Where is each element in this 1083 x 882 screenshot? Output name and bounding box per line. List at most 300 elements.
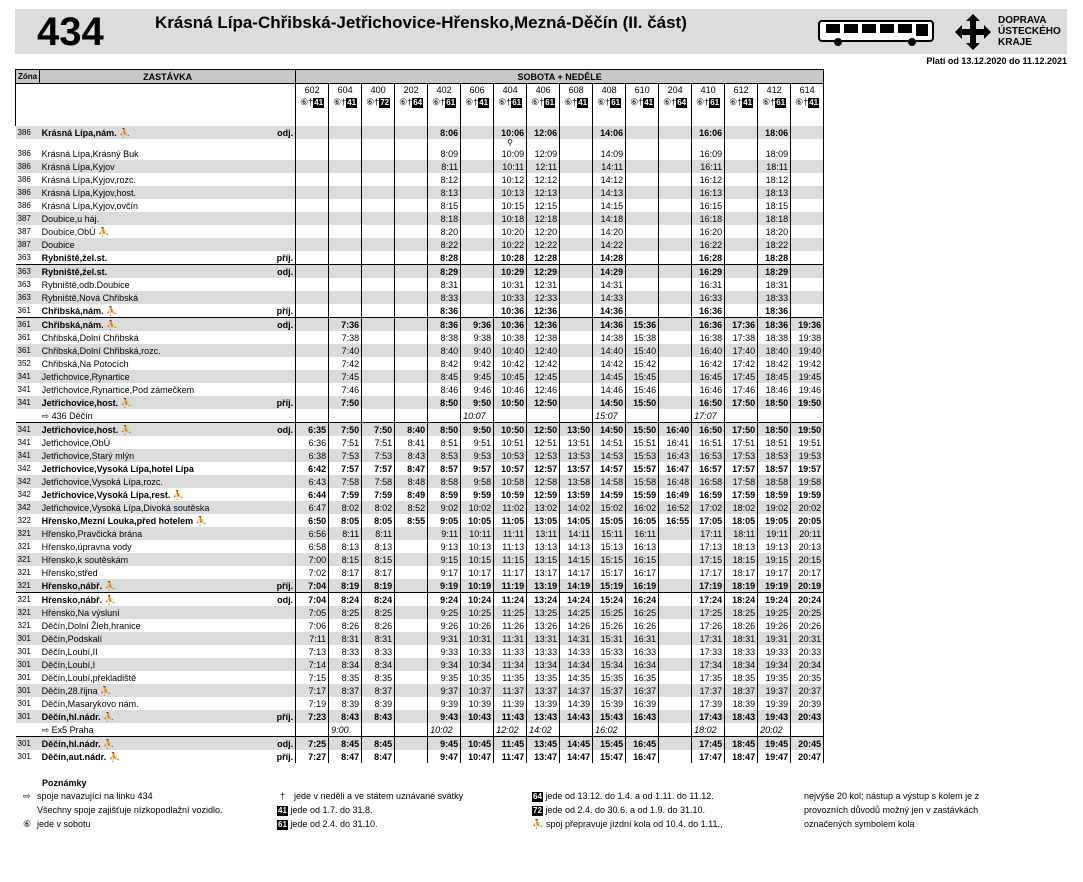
- time-cell: 18:20: [758, 225, 791, 238]
- time-cell: 11:11: [494, 527, 527, 540]
- time-cell: [461, 723, 494, 737]
- time-cell: 8:24: [362, 593, 395, 607]
- time-cell: 17:31: [692, 632, 725, 645]
- arr-dep-marker: příj.: [276, 751, 294, 762]
- time-cell: [395, 540, 428, 553]
- time-cell: 15:59: [626, 488, 659, 501]
- time-cell: [329, 147, 362, 160]
- time-cell: [659, 291, 692, 304]
- time-cell: [362, 186, 395, 199]
- stop-name: Doubice,ObÚ ⛹: [41, 226, 110, 237]
- stop-row: [16, 331, 824, 344]
- time-cell: [395, 658, 428, 671]
- time-cell: 8:34: [329, 658, 362, 671]
- stop-row: [16, 304, 824, 318]
- time-cell: 16:59: [692, 488, 725, 501]
- stop-name: Jetřichovice,Vysoká Lípa,rest. ⛹: [41, 489, 185, 500]
- arr-dep-marker: [268, 238, 296, 251]
- time-cell: 7:04: [296, 579, 329, 593]
- time-cell: [395, 238, 428, 251]
- time-cell: [626, 160, 659, 173]
- time-cell: 11:25: [494, 606, 527, 619]
- time-cell: 6:43: [296, 475, 329, 488]
- time-cell: 15:26: [593, 619, 626, 632]
- time-cell: 8:52: [395, 501, 428, 514]
- time-cell: 8:42: [428, 357, 461, 370]
- time-cell: [560, 160, 593, 173]
- time-cell: 8:31: [329, 632, 362, 645]
- time-cell: 15:25: [593, 606, 626, 619]
- stop-row: [16, 423, 824, 437]
- time-cell: 20:34: [791, 658, 824, 671]
- header-bar: [15, 9, 1067, 54]
- time-cell: [659, 566, 692, 579]
- stop-row: [16, 750, 824, 763]
- time-cell: 18:02: [725, 501, 758, 514]
- time-cell: [461, 173, 494, 186]
- time-cell: 14:25: [560, 606, 593, 619]
- zone-cell: 342: [17, 489, 31, 499]
- time-cell: 8:33: [428, 291, 461, 304]
- time-cell: 18:37: [725, 684, 758, 697]
- time-cell: 8:05: [329, 514, 362, 527]
- time-cell: 19:46: [791, 383, 824, 396]
- time-cell: [560, 147, 593, 160]
- time-cell: 10:50: [494, 423, 527, 437]
- time-cell: [362, 160, 395, 173]
- time-cell: [362, 370, 395, 383]
- note-low-floor: Všechny spoje zajišťuje nízkopodlažní vozidlo.: [37, 805, 223, 815]
- time-cell: [626, 291, 659, 304]
- time-cell: [362, 331, 395, 344]
- zone-cell: 387: [17, 226, 31, 236]
- time-cell: 13:19: [527, 579, 560, 593]
- time-cell: 14:09: [593, 147, 626, 160]
- time-cell: [329, 212, 362, 225]
- time-cell: [461, 212, 494, 225]
- time-cell: [626, 238, 659, 251]
- stop-name: Děčín,28.října ⛹: [40, 684, 268, 697]
- time-cell: [296, 278, 329, 291]
- zone-cell: 301: [17, 672, 31, 682]
- time-cell: 16:02: [626, 501, 659, 514]
- time-cell: 7:59: [329, 488, 362, 501]
- time-cell: 7:25: [296, 737, 329, 751]
- time-cell: 10:22: [494, 238, 527, 251]
- time-cell: [560, 291, 593, 304]
- time-cell: 15:07: [593, 409, 626, 423]
- time-cell: [395, 697, 428, 710]
- time-cell: 10:17: [461, 566, 494, 579]
- time-cell: 16:26: [626, 619, 659, 632]
- stop-row: [16, 514, 824, 527]
- time-cell: [791, 409, 824, 423]
- time-cell: 14:50: [593, 423, 626, 437]
- time-cell: 18:36: [758, 318, 791, 332]
- time-cell: 16:55: [659, 514, 692, 527]
- time-cell: 16:45: [692, 370, 725, 383]
- note-bike: ⛹ spoj přepravuje jízdní kola od 10.4. do 1.11.,: [532, 819, 723, 829]
- connection-row: [16, 723, 824, 737]
- time-cell: 10:28: [494, 251, 527, 265]
- time-cell: 16:58: [692, 475, 725, 488]
- time-cell: 18:50: [758, 396, 791, 409]
- time-cell: [329, 409, 362, 423]
- time-cell: 7:40: [329, 344, 362, 357]
- time-cell: 8:29: [428, 265, 461, 279]
- time-cell: [395, 126, 428, 139]
- time-cell: 19:24: [758, 593, 791, 607]
- time-cell: 15:50: [626, 396, 659, 409]
- trip-header: 602 ⑥†41: [296, 84, 329, 127]
- stop-row: [16, 527, 824, 540]
- time-cell: 10:31: [494, 278, 527, 291]
- time-cell: 20:24: [791, 593, 824, 607]
- time-cell: 8:49: [395, 488, 428, 501]
- time-cell: [362, 173, 395, 186]
- time-cell: 19:45: [758, 737, 791, 751]
- stop-row: [16, 553, 824, 566]
- time-cell: [659, 126, 692, 139]
- trip-header: 406 ⑥†61: [527, 84, 560, 127]
- time-cell: [725, 291, 758, 304]
- arr-dep-marker: [268, 723, 296, 737]
- time-cell: 16:41: [659, 436, 692, 449]
- stop-name: Děčín,Dolní Žleb,hranice: [41, 620, 141, 631]
- time-cell: [560, 265, 593, 279]
- time-cell: 14:26: [560, 619, 593, 632]
- time-cell: [560, 251, 593, 265]
- time-cell: 7:46: [329, 383, 362, 396]
- zone-cell: 387: [16, 212, 40, 225]
- time-cell: 19:43: [758, 710, 791, 723]
- time-cell: 16:38: [692, 331, 725, 344]
- zone-cell: [16, 139, 40, 147]
- time-cell: 7:45: [329, 370, 362, 383]
- time-cell: 8:31: [428, 278, 461, 291]
- time-cell: 13:57: [560, 462, 593, 475]
- time-cell: 7:14: [296, 658, 329, 671]
- time-cell: 15:31: [593, 632, 626, 645]
- time-cell: 8:19: [329, 579, 362, 593]
- stop-row: [16, 501, 824, 514]
- time-cell: [296, 186, 329, 199]
- time-cell: 15:45: [626, 370, 659, 383]
- time-cell: [560, 383, 593, 396]
- stop-row: [16, 199, 824, 212]
- time-cell: 8:17: [362, 566, 395, 579]
- time-cell: 15:39: [593, 697, 626, 710]
- time-cell: [791, 278, 824, 291]
- time-cell: 10:57: [494, 462, 527, 475]
- stop-row: [16, 370, 824, 383]
- time-cell: 19:58: [791, 475, 824, 488]
- zone-cell: 321: [16, 579, 40, 593]
- stop-row: [16, 566, 824, 579]
- time-cell: 9:50: [461, 423, 494, 437]
- time-cell: 10:24: [461, 593, 494, 607]
- time-cell: [395, 723, 428, 737]
- time-cell: 15:45: [593, 737, 626, 751]
- time-cell: [296, 331, 329, 344]
- time-cell: [362, 723, 395, 737]
- time-cell: 10:29: [494, 265, 527, 279]
- stop-name: Jetřichovice,Vysoká Lípa,rozc.: [40, 475, 268, 488]
- time-cell: 14:35: [560, 671, 593, 684]
- zone-cell: 361: [17, 332, 31, 342]
- time-cell: 11:35: [494, 671, 527, 684]
- time-cell: 19:38: [791, 331, 824, 344]
- stop-row: [16, 645, 824, 658]
- time-cell: 8:53: [428, 449, 461, 462]
- time-cell: 18:19: [725, 579, 758, 593]
- time-cell: 7:02: [296, 566, 329, 579]
- time-cell: [395, 318, 428, 332]
- time-cell: 7:13: [296, 645, 329, 658]
- time-cell: [395, 331, 428, 344]
- time-cell: 19:47: [758, 750, 791, 763]
- time-cell: [659, 619, 692, 632]
- time-cell: [461, 304, 494, 318]
- time-cell: 7:19: [296, 697, 329, 710]
- time-cell: [725, 173, 758, 186]
- time-cell: [791, 304, 824, 318]
- time-cell: [395, 147, 428, 160]
- time-cell: 17:11: [692, 527, 725, 540]
- time-cell: 8:26: [329, 619, 362, 632]
- time-cell: 17:59: [725, 488, 758, 501]
- time-cell: 17:58: [725, 475, 758, 488]
- time-cell: 18:45: [758, 370, 791, 383]
- time-cell: 20:02: [758, 723, 791, 737]
- time-cell: 13:39: [527, 697, 560, 710]
- time-cell: 8:48: [395, 475, 428, 488]
- time-cell: [659, 344, 692, 357]
- time-cell: 7:11: [296, 632, 329, 645]
- time-cell: 14:11: [593, 160, 626, 173]
- time-cell: 15:13: [593, 540, 626, 553]
- time-cell: [296, 265, 329, 279]
- time-cell: 19:31: [758, 632, 791, 645]
- time-cell: [659, 251, 692, 265]
- time-cell: 8:28: [428, 251, 461, 265]
- time-cell: 20:39: [791, 697, 824, 710]
- time-cell: 10:46: [494, 383, 527, 396]
- time-cell: [296, 139, 329, 147]
- time-cell: 9:35: [428, 671, 461, 684]
- zone-cell: 321: [16, 527, 40, 540]
- time-cell: [560, 126, 593, 139]
- time-cell: 18:59: [758, 488, 791, 501]
- time-cell: [626, 186, 659, 199]
- time-cell: [560, 331, 593, 344]
- time-cell: [296, 199, 329, 212]
- time-cell: 14:50: [593, 396, 626, 409]
- time-cell: 12:42: [527, 357, 560, 370]
- stop-row: [16, 593, 824, 607]
- time-cell: [362, 147, 395, 160]
- time-cell: [296, 251, 329, 265]
- time-cell: 8:46: [428, 383, 461, 396]
- time-cell: [659, 737, 692, 751]
- time-cell: 7:00: [296, 553, 329, 566]
- time-cell: [725, 186, 758, 199]
- time-cell: [626, 173, 659, 186]
- time-cell: 17:43: [692, 710, 725, 723]
- zone-cell: 363: [16, 291, 40, 304]
- trip-header: 606 ⑥†41: [461, 84, 494, 127]
- time-cell: [329, 291, 362, 304]
- time-cell: 9:42: [461, 357, 494, 370]
- time-cell: 10:45: [461, 737, 494, 751]
- arr-dep-marker: odj.: [268, 318, 296, 332]
- time-cell: 18:51: [758, 436, 791, 449]
- time-cell: 18:42: [758, 357, 791, 370]
- time-cell: [296, 238, 329, 251]
- zone-cell: 342: [16, 501, 40, 514]
- stop-row: [16, 147, 824, 160]
- time-cell: 10:07: [461, 409, 494, 423]
- time-cell: 19:35: [758, 671, 791, 684]
- time-cell: [296, 383, 329, 396]
- time-cell: 16:17: [626, 566, 659, 579]
- time-cell: 6:35: [296, 423, 329, 437]
- trip-header: 608 ⑥†41: [560, 84, 593, 127]
- time-cell: [626, 278, 659, 291]
- time-cell: [659, 671, 692, 684]
- time-cell: 10:47: [461, 750, 494, 763]
- stop-row: [16, 658, 824, 671]
- zone-cell: 321: [17, 620, 31, 630]
- time-cell: 18:13: [758, 186, 791, 199]
- time-cell: [395, 593, 428, 607]
- time-cell: 12:06: [527, 126, 560, 139]
- time-cell: 11:24: [494, 593, 527, 607]
- zone-cell: 301: [16, 684, 40, 697]
- time-cell: 9:58: [461, 475, 494, 488]
- time-cell: 15:38: [626, 331, 659, 344]
- time-cell: 20:11: [791, 527, 824, 540]
- time-cell: 11:02: [494, 501, 527, 514]
- time-cell: [659, 370, 692, 383]
- arr-dep-marker: [268, 147, 296, 160]
- time-cell: 16:15: [692, 199, 725, 212]
- time-cell: 16:51: [692, 436, 725, 449]
- time-cell: 16:45: [626, 737, 659, 751]
- time-cell: 10:39: [461, 697, 494, 710]
- time-cell: 8:35: [362, 671, 395, 684]
- trip-header: 404 ⑥†61: [494, 84, 527, 127]
- arr-dep-marker: odj.: [268, 265, 296, 279]
- time-cell: 14:53: [593, 449, 626, 462]
- time-cell: [692, 139, 725, 147]
- time-cell: 16:42: [692, 357, 725, 370]
- note-saturday: ⑥ jede v sobotu: [23, 819, 91, 829]
- time-cell: 18:31: [758, 278, 791, 291]
- validity-text: Platí od 13.12.2020 do 11.12.2021: [926, 56, 1067, 66]
- time-cell: [395, 632, 428, 645]
- stop-name: Krásná Lípa,nám. ⛹: [40, 126, 268, 139]
- time-cell: [791, 225, 824, 238]
- route-title: Krásná Lípa-Chřibská-Jetřichovice-Hřensko,Mezná-Děčín (II. část): [155, 13, 687, 32]
- time-cell: 8:31: [362, 632, 395, 645]
- time-cell: [626, 409, 659, 423]
- time-cell: [362, 278, 395, 291]
- time-cell: [296, 344, 329, 357]
- time-cell: 10:09: [494, 147, 527, 160]
- time-cell: 15:36: [626, 318, 659, 332]
- time-cell: 19:15: [758, 553, 791, 566]
- time-cell: 13:50: [560, 423, 593, 437]
- time-cell: [461, 291, 494, 304]
- zone-cell: 352: [17, 358, 31, 368]
- time-cell: 7:59: [362, 488, 395, 501]
- note-61: 61 jede od 2.4. do 31.10.: [278, 819, 378, 829]
- time-cell: 9:05: [428, 514, 461, 527]
- time-cell: 20:35: [791, 671, 824, 684]
- time-cell: 20:15: [791, 553, 824, 566]
- time-cell: [659, 212, 692, 225]
- timetable: [15, 69, 824, 763]
- time-cell: 15:34: [593, 658, 626, 671]
- time-cell: [560, 344, 593, 357]
- time-cell: 19:13: [758, 540, 791, 553]
- time-cell: 13:51: [560, 436, 593, 449]
- time-cell: 18:43: [725, 710, 758, 723]
- time-cell: [725, 238, 758, 251]
- stop-row: [16, 265, 824, 279]
- arr-dep-marker: [268, 619, 296, 632]
- trip-header: 614 ⑥†41: [791, 84, 824, 127]
- time-cell: [626, 723, 659, 737]
- stop-name: Chřibská,nám. ⛹: [41, 305, 118, 316]
- time-cell: 18:34: [725, 658, 758, 671]
- time-cell: 18:11: [725, 527, 758, 540]
- time-cell: 18:17: [725, 566, 758, 579]
- time-cell: 13:15: [527, 553, 560, 566]
- time-cell: 14:36: [593, 304, 626, 318]
- time-cell: [659, 331, 692, 344]
- zone-cell: 301: [17, 698, 31, 708]
- stop-name: Hřensko,střed: [41, 567, 98, 578]
- time-cell: 16:50: [692, 423, 725, 437]
- time-cell: 13:02: [527, 501, 560, 514]
- time-cell: [659, 265, 692, 279]
- time-cell: 19:05: [758, 514, 791, 527]
- arr-dep-marker: [268, 357, 296, 370]
- time-cell: 16:47: [659, 462, 692, 475]
- time-cell: [659, 579, 692, 593]
- time-cell: 7:53: [329, 449, 362, 462]
- time-cell: [362, 396, 395, 409]
- arr-dep-marker: [268, 370, 296, 383]
- time-cell: 9:59: [461, 488, 494, 501]
- stop-name: ⇨ Ex5 Praha: [41, 724, 94, 735]
- time-cell: [296, 357, 329, 370]
- time-cell: [659, 723, 692, 737]
- stop-row: [16, 139, 824, 147]
- time-cell: 10:19: [461, 579, 494, 593]
- time-cell: [362, 357, 395, 370]
- time-cell: 9:50: [461, 396, 494, 409]
- time-cell: 16:39: [626, 697, 659, 710]
- arr-dep-marker: [268, 658, 296, 671]
- stop-name: Děčín,Masarykovo nám.: [41, 698, 139, 709]
- time-cell: 15:11: [593, 527, 626, 540]
- time-cell: 8:36: [428, 318, 461, 332]
- time-cell: 20:43: [791, 710, 824, 723]
- arr-dep-marker: [268, 645, 296, 658]
